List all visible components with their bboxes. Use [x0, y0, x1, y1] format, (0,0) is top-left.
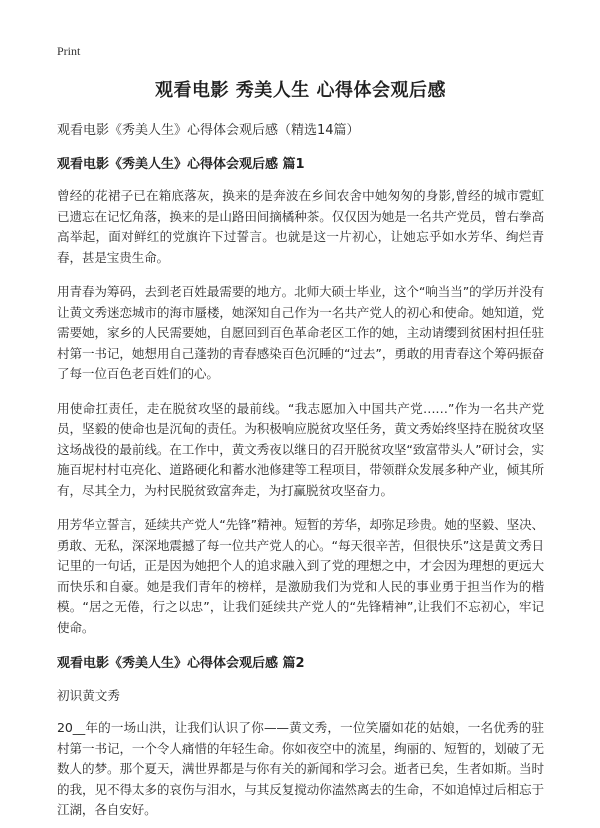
section-heading-2: 观看电影《秀美人生》心得体会观后感 篇2 [57, 656, 305, 671]
section-intro: 初识黄文秀 [57, 688, 120, 703]
print-link[interactable]: Print [57, 44, 81, 58]
section-heading-1: 观看电影《秀美人生》心得体会观后感 篇1 [57, 157, 305, 172]
paragraph: 20__年的一场山洪，让我们认识了你——黄文秀，一位笑靥如花的姑娘，一名优秀的驻村第一书记，一个令人痛惜的年轻生命。你如夜空中的流星，绚丽的、短暂的，划破了无数人的梦。那个夏天，满世界都是与你有关的新闻和学习会。逝者已矣，生者如斯。当时的我，见不得太多的哀伤与泪水，与其反复搅动你溘然离去的生命，不如追悼过后相忘于江湖，各自安好。 [57, 720, 544, 817]
page-title: 观看电影 秀美人生 心得体会观后感 [154, 80, 447, 101]
paragraph: 用青春为筹码，去到老百姓最需要的地方。北师大硕士毕业，这个“响当当”的学历并没有让黄文秀迷恋城市的海市蜃楼，她深知自己作为一名共产党人的初心和使命。她知道，党需要她，家乡的人民需要她，自愿回到百色革命老区工作的她，主动请缨到贫困村担任驻村第一书记，她想用自己蓬勃的青春感染百色沉睡的“过去”，勇敢的用青春这个筹码振奋了每一位百色老百姓们的心。 [57, 284, 544, 381]
paragraph: 用使命扛责任，走在脱贫攻坚的最前线。“我志愿加入中国共产党……”作为一名共产党员，坚毅的使命也是沉甸的责任。为积极响应脱贫攻坚任务，黄文秀始终坚持在脱贫攻坚这场战役的最前线。在工作中，黄文秀夜以继日的召开脱贫攻坚“致富带头人”研讨会，实施百坭村村屯亮化、道路硬化和蓄水池修建等工程项目，带领群众发展多种产业，倾其所有，尽其全力，为村民脱贫致富奔走，为打赢脱贫攻坚奋力。 [57, 400, 544, 498]
paragraph: 曾经的花裙子已在箱底落灰，换来的是奔波在乡间农舍中她匆匆的身影,曾经的城市霓虹已遗忘在记忆角落，换来的是山路田间摘橘种茶。仅仅因为她是一名共产党员，曾右拳高高举起，面对鲜红的党旗许下过誓言。也就是这一片初心，让她忘乎如水芳华、绚烂青春，甚是宝贵生命。 [57, 188, 544, 265]
page-subtitle: 观看电影《秀美人生》心得体会观后感（精选14篇） [57, 123, 360, 138]
paragraph: 用芳华立誓言，延续共产党人“先锋”精神。短暂的芳华，却弥足珍贵。她的坚毅、坚决、勇敢、无私，深深地震撼了每一位共产党人的心。“每天很辛苦，但很快乐”这是黄文秀日记里的一句话，正是因为她把个人的追求融入到了党的理想之中，才会因为理想的更远大而快乐和自豪。她是我们青年的榜样，是激励我们为党和人民的事业勇于担当作为的楷模。“居之无倦，行之以忠”，让我们延续共产党人的“先锋精神”,让我们不忘初心，牢记使命。 [57, 517, 544, 635]
